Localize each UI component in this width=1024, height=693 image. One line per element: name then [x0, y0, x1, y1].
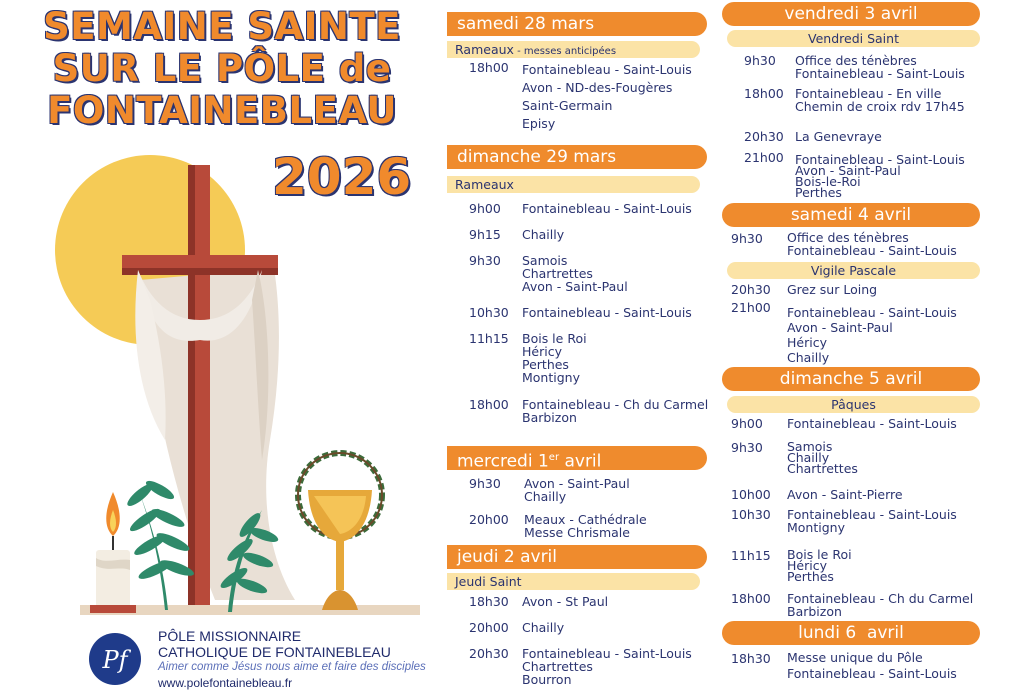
places-dim29-4: Fontainebleau - Saint-Louis — [522, 305, 692, 320]
time-dim29-4: 10h30 — [469, 305, 509, 320]
easter-illustration — [0, 140, 420, 620]
time-dim5-3: 10h00 — [731, 487, 771, 502]
places-jeu2-3: Fontainebleau - Saint-Louis Chartrettes Bourron — [522, 646, 692, 687]
day-header-mer1: mercredi 1er avril — [447, 446, 707, 470]
places-lun6-2: Fontainebleau - Saint-Louis — [787, 666, 957, 681]
places-dim5-5: Bois le Roi Héricy Perthes — [787, 547, 852, 584]
time-ven3-4: 21h00 — [744, 150, 784, 165]
places-ven3-2: Fontainebleau - En ville Chemin de croix rdv 17h45 — [795, 86, 965, 114]
day-header-sam28: samedi 28 mars — [447, 12, 707, 36]
time-dim5-1: 9h00 — [731, 416, 763, 431]
time-sam4-1: 9h30 — [731, 231, 763, 246]
places-dim29-2: Chailly — [522, 227, 565, 242]
liturgy-rameaux-1: Rameaux - messes anticipées — [447, 41, 700, 58]
day-header-ven3: vendredi 3 avril — [722, 2, 980, 26]
places-sam4-1: Office des ténèbres Fontainebleau - Saint-Louis — [787, 230, 957, 258]
places-dim29-1: Fontainebleau - Saint-Louis — [522, 201, 692, 216]
places-dim29-3: Samois Chartrettes Avon - Saint-Paul — [522, 253, 628, 294]
title-line-3: FONTAINEBLEAU — [47, 89, 397, 132]
places-dim29-6: Fontainebleau - Ch du Carmel Barbizon — [522, 397, 709, 425]
places-dim5-3: Avon - Saint-Pierre — [787, 487, 903, 502]
time-dim5-5: 11h15 — [731, 548, 771, 563]
places-jeu2-1: Avon - St Paul — [522, 594, 609, 609]
places-sam4-2: Grez sur Loing — [787, 282, 878, 297]
time-dim29-1: 9h00 — [469, 201, 501, 216]
time-sam28-1: 18h00 — [469, 60, 509, 75]
time-sam4-3: 21h00 — [731, 300, 771, 315]
places-dim29-5: Bois le Roi Héricy Perthes Montigny — [522, 331, 587, 385]
liturgy-vigile-pascale: Vigile Pascale — [727, 262, 980, 279]
places-jeu2-2: Chailly — [522, 620, 565, 635]
motto: Aimer comme Jésus nous aime et faire des disciples — [158, 661, 426, 673]
liturgy-vendredi-saint: Vendredi Saint — [727, 30, 980, 47]
day-header-dim29: dimanche 29 mars — [447, 145, 707, 169]
time-ven3-1: 9h30 — [744, 53, 776, 68]
pole-logo — [88, 632, 142, 686]
places-ven3-4: Fontainebleau - Saint-Louis Avon - Saint-Paul Bois-le-Roi Perthes — [795, 152, 965, 200]
places-dim5-2: Samois Chailly Chartrettes — [787, 439, 858, 476]
website-link[interactable]: www.polefontainebleau.fr — [158, 676, 293, 690]
places-lun6-1: Messe unique du Pôle — [787, 650, 923, 665]
places-dim5-6: Fontainebleau - Ch du Carmel Barbizon — [787, 591, 974, 619]
time-dim5-4: 10h30 — [731, 507, 771, 522]
time-ven3-3: 20h30 — [744, 129, 784, 144]
places-dim5-1: Fontainebleau - Saint-Louis — [787, 416, 957, 431]
liturgy-rameaux-2: Rameaux — [447, 176, 700, 193]
year: 2026 — [272, 148, 412, 206]
places-ven3-3: La Genevraye — [795, 129, 882, 144]
org-name-2: CATHOLIQUE DE FONTAINEBLEAU — [158, 644, 391, 660]
places-ven3-1: Office des ténèbres Fontainebleau - Saint-Louis — [795, 53, 965, 81]
day-header-jeu2: jeudi 2 avril — [447, 545, 707, 569]
title-line-1: SEMAINE SAINTE — [43, 5, 401, 48]
time-dim29-6: 18h00 — [469, 397, 509, 412]
time-dim29-5: 11h15 — [469, 331, 509, 346]
liturgy-paques: Pâques — [727, 396, 980, 413]
day-header-sam4: samedi 4 avril — [722, 203, 980, 227]
time-sam4-2: 20h30 — [731, 282, 771, 297]
title-line-2: SUR LE PÔLE de — [52, 47, 392, 90]
time-dim29-2: 9h15 — [469, 227, 501, 242]
places-sam4-3: Fontainebleau - Saint-Louis Avon - Saint-Paul Héricy Chailly — [787, 305, 957, 365]
org-name-1: PÔLE MISSIONNAIRE — [158, 628, 302, 644]
places-dim5-4: Fontainebleau - Saint-Louis Montigny — [787, 507, 957, 535]
candle-icon — [96, 550, 130, 608]
svg-text:Pf: Pf — [102, 646, 128, 674]
places-sam28-1: Fontainebleau - Saint-Louis Avon - ND-des-Fougères Saint-Germain Episy — [522, 62, 692, 131]
time-mer1-1: 9h30 — [469, 476, 501, 491]
liturgy-jeudi-saint: Jeudi Saint — [447, 573, 700, 590]
time-jeu2-2: 20h00 — [469, 620, 509, 635]
time-jeu2-1: 18h30 — [469, 594, 509, 609]
time-dim5-6: 18h00 — [731, 591, 771, 606]
time-mer1-2: 20h00 — [469, 512, 509, 527]
day-header-lun6: lundi 6 avril — [722, 621, 980, 645]
time-jeu2-3: 20h30 — [469, 646, 509, 661]
time-ven3-2: 18h00 — [744, 86, 784, 101]
time-dim5-2: 9h30 — [731, 440, 763, 455]
places-mer1-2: Meaux - Cathédrale Messe Chrismale — [524, 512, 647, 540]
time-dim29-3: 9h30 — [469, 253, 501, 268]
time-lun6-1: 18h30 — [731, 651, 771, 666]
places-mer1-1: Avon - Saint-Paul Chailly — [524, 476, 630, 504]
day-header-dim5: dimanche 5 avril — [722, 367, 980, 391]
